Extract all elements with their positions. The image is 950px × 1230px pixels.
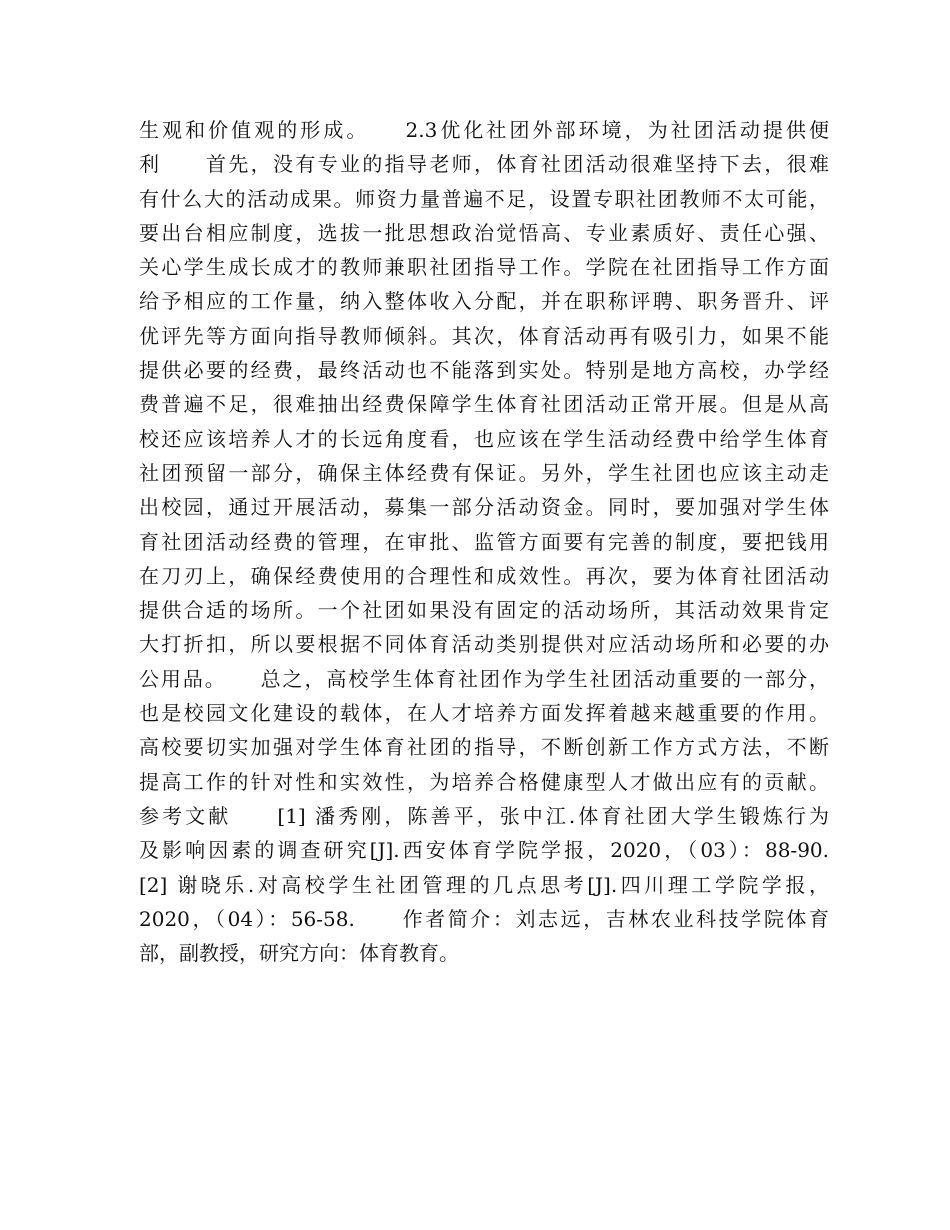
reference-line-1: 参考文献 [1] 潘秀刚，陈善平，张中江.体育社团大学生锻炼行为 [139,803,829,828]
text-line-1: 生观和价值观的形成。 2.3优化社团外部环境，为社团活动提供便 [139,118,829,142]
text-line-11: 社团预留一部分，确保主体经费有保证。另外，学生社团也应该主动走 [139,460,829,485]
text-line-6: 给予相应的工作量，纳入整体收入分配，并在职称评聘、职务晋升、评 [139,289,829,314]
body-text [139,113,829,970]
text-line-7: 优评先等方面向指导教师倾斜。其次，体育活动再有吸引力，如果不能 [139,323,829,348]
text-line-10: 校还应该培养人才的长远角度看，也应该在学生活动经费中给学生体育 [139,426,829,451]
text-line-5: 关心学生成长成才的教师兼职社团指导工作。学院在社团指导工作方面 [139,255,829,280]
text-line-14: 在刀刃上，确保经费使用的合理性和成效性。再次，要为体育社团活动 [139,563,829,588]
author-line-1: 2020，（04）：56-58. 作者简介：刘志远，吉林农业科技学院体育 [139,906,829,931]
text-line-16: 大打折扣，所以要根据不同体育活动类别提供对应活动场所和必要的办 [139,632,829,657]
author-line-2: 部，副教授，研究方向：体育教育。 [139,941,459,966]
text-line-3: 有什么大的活动成果。师资力量普遍不足，设置专职社团教师不太可能， [139,186,829,211]
text-line-12: 出校园，通过开展活动，募集一部分活动资金。同时，要加强对学生体 [139,495,829,520]
text-line-15: 提供合适的场所。一个社团如果没有固定的活动场所，其活动效果肯定 [139,598,829,623]
text-line-8: 提供必要的经费，最终活动也不能落到实处。特别是地方高校，办学经 [139,358,829,383]
text-line-4: 要出台相应制度，选拔一批思想政治觉悟高、专业素质好、责任心强、 [139,220,829,245]
reference-line-2: 及影响因素的调查研究[J].西安体育学院学报，2020，（03）：88-90. [139,838,829,863]
reference-line-3: [2] 谢晓乐.对高校学生社团管理的几点思考[J].四川理工学院学报， [139,872,829,897]
text-line-18: 也是校园文化建设的载体，在人才培养方面发挥着越来越重要的作用。 [139,701,829,726]
text-line-13: 育社团活动经费的管理，在审批、监管方面要有完善的制度，要把钱用 [139,529,829,554]
text-line-2: 利 首先，没有专业的指导老师，体育社团活动很难坚持下去，很难 [139,152,829,177]
text-line-9: 费普遍不足，很难抽出经费保障学生体育社团活动正常开展。但是从高 [139,392,829,417]
text-line-20: 提高工作的针对性和实效性，为培养合格健康型人才做出应有的贡献。 [139,769,829,794]
text-line-17: 公用品。 总之，高校学生体育社团作为学生社团活动重要的一部分， [139,666,829,691]
text-line-19: 高校要切实加强对学生体育社团的指导，不断创新工作方式方法，不断 [139,735,829,760]
